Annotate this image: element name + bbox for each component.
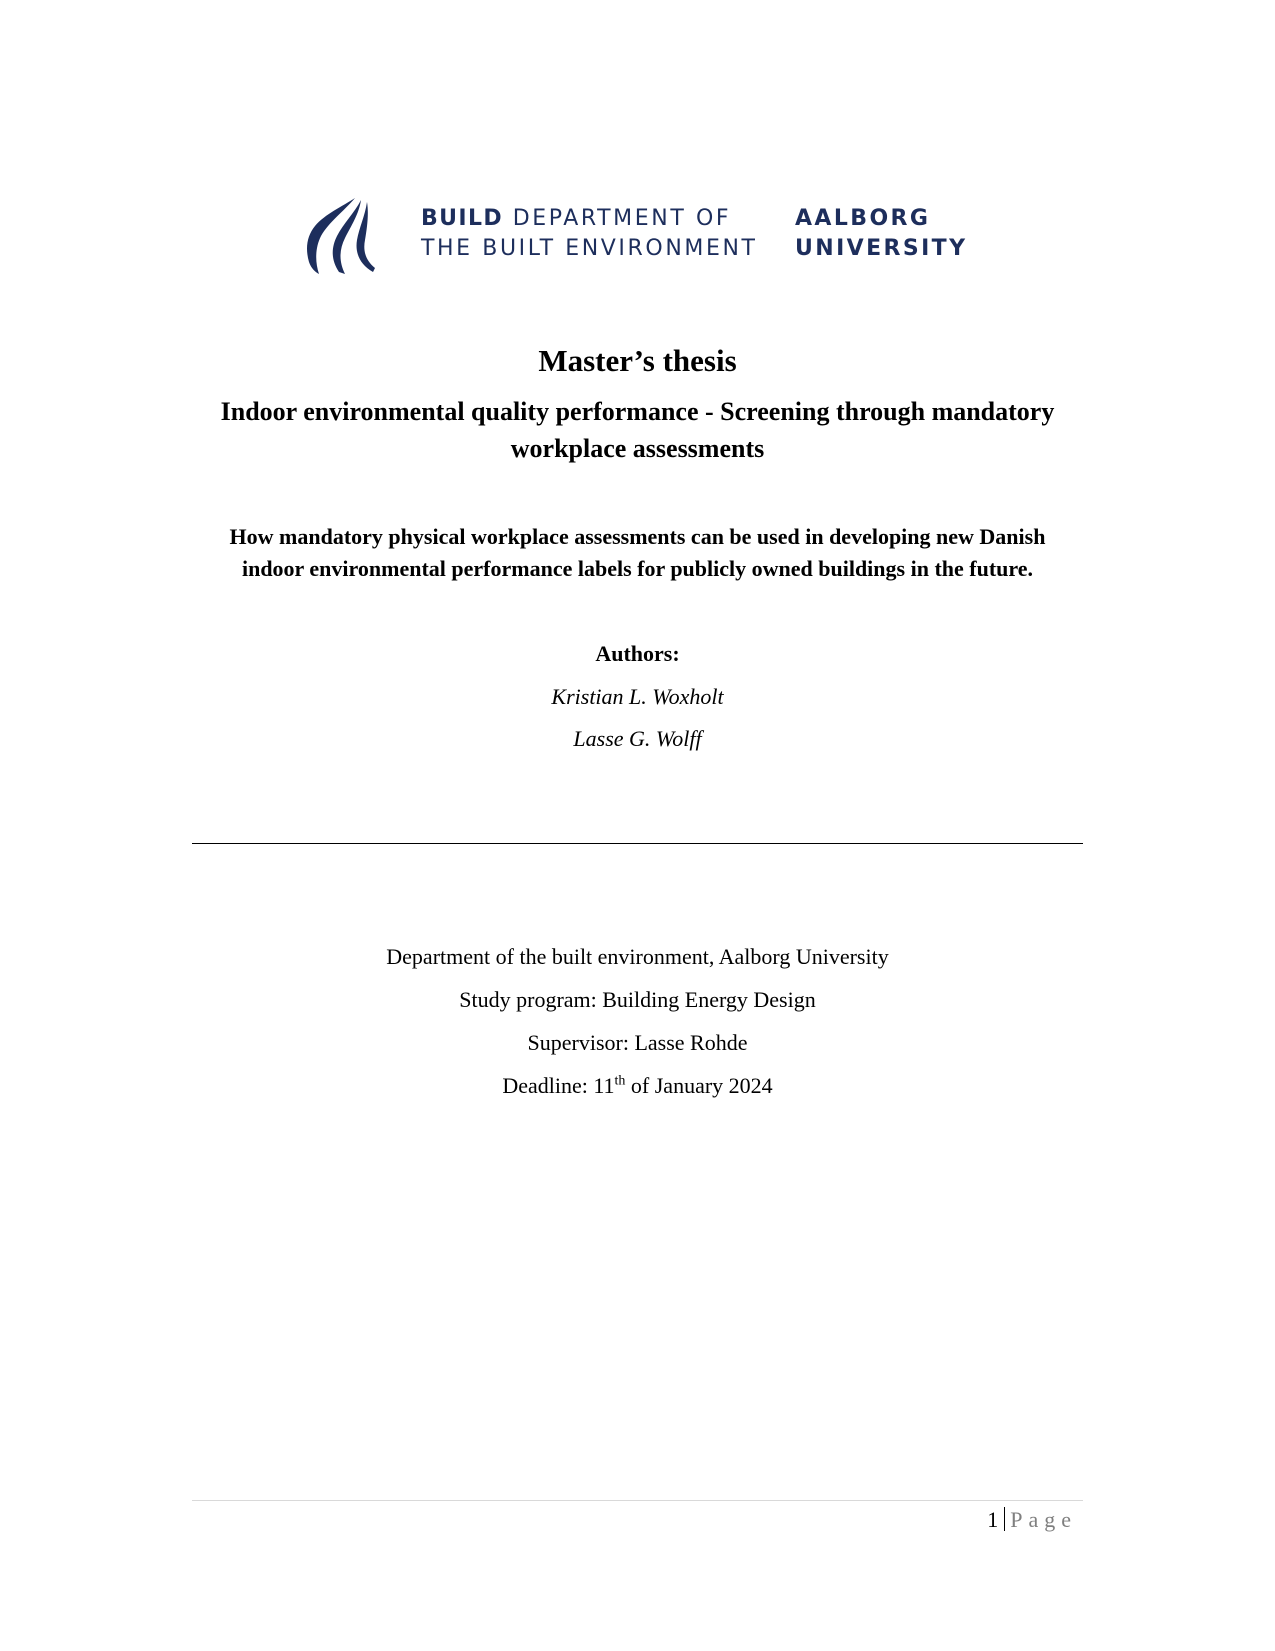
university-logo <box>303 196 968 276</box>
aau-wave-logo-icon <box>303 196 375 274</box>
author-name: Kristian L. Woxholt <box>551 684 724 709</box>
university-line-2: UNIVERSITY <box>795 236 968 261</box>
university-name <box>795 204 967 264</box>
deadline <box>0 1072 1275 1100</box>
horizontal-divider <box>192 843 1083 844</box>
university-line-1: AALBORG <box>795 206 931 231</box>
research-question-line-1: How mandatory physical workplace assessments can be used in developing new Danish <box>229 524 1046 549</box>
department-info: Department of the built environment, Aalborg University <box>386 944 889 969</box>
supervisor: Supervisor: Lasse Rohde <box>527 1030 748 1055</box>
department-name <box>421 204 758 264</box>
authors-label: Authors: <box>595 641 680 666</box>
department-line-1: DEPARTMENT OF <box>512 206 732 231</box>
page-footer <box>987 1505 1077 1535</box>
study-program: Study program: Building Energy Design <box>459 987 816 1012</box>
document-title: Master’s thesis <box>538 343 737 378</box>
deadline-ordinal: th <box>614 1073 626 1089</box>
page-label: Page <box>1010 1507 1077 1532</box>
page-number: 1 <box>987 1507 999 1532</box>
build-wordmark: BUILD <box>421 206 504 231</box>
author-name: Lasse G. Wolff <box>573 726 702 751</box>
deadline-suffix: of January 2024 <box>625 1073 773 1098</box>
subtitle-line-2: workplace assessments <box>510 434 765 463</box>
research-question-line-2: indoor environmental performance labels for publicly owned buildings in the future. <box>241 556 1034 581</box>
footer-divider <box>192 1500 1083 1501</box>
deadline-prefix: Deadline: 11 <box>502 1073 615 1098</box>
footer-separator <box>1004 1507 1005 1531</box>
subtitle-line-1: Indoor environmental quality performance - Screening through mandatory <box>220 397 1055 426</box>
department-line-2: THE BUILT ENVIRONMENT <box>421 236 758 261</box>
